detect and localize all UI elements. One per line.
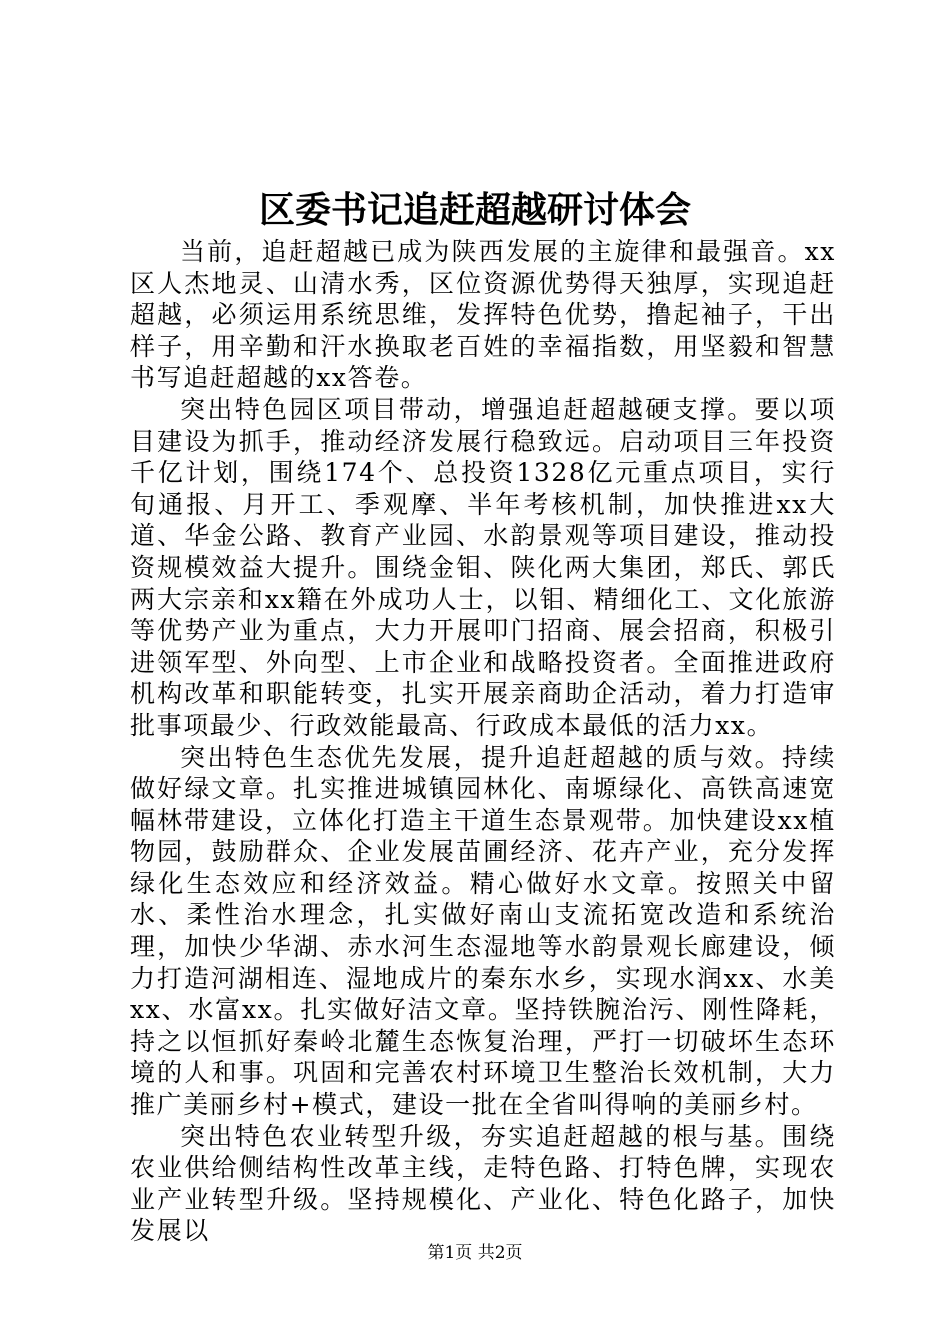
paragraph-agriculture: 突出特色农业转型升级，夯实追赶超越的根与基。围绕农业供给侧结构性改革主线，走特色路、打特色牌，实现农业产业转型升级。坚持规模化、产业化、特色化路子，加快发展以 (130, 1121, 836, 1246)
document-title: 区委书记追赶超越研讨体会 (258, 189, 691, 231)
paragraph-projects: 突出特色园区项目带动，增强追赶超越硬支撑。要以项目建设为抓手，推动经济发展行稳致远。启动项目三年投资千亿计划，围绕174个、总投资1328亿元重点项目，实行旬通报、月开工、季观摩、半年考核机制，加快推进xx大道、华金公路、教育产业园、水韵景观等项目建设，推动投资规模效益大提升。围绕金钼、陕化两大集团，郑氏、郭氏两大宗亲和xx籍在外成功人士，以钼、精细化工、文化旅游等优势产业为重点，大力开展叩门招商、展会招商，积极引进领军型、外向型、上市企业和战略投资者。全面推进政府机构改革和职能转变，扎实开展亲商助企活动，着力打造审批事项最少、行政效能最高、行政成本最低的活力xx。 (130, 394, 836, 740)
paragraph-intro: 当前，追赶超越已成为陕西发展的主旋律和最强音。xx区人杰地灵、山清水秀，区位资源优势得天独厚，实现追赶超越，必须运用系统思维，发挥特色优势，撸起袖子，干出样子，用辛勤和汗水换取老百姓的幸福指数，用坚毅和智慧书写追赶超越的xx答卷。 (130, 237, 836, 393)
document-body (130, 236, 836, 1247)
paragraph-ecology: 突出特色生态优先发展，提升追赶超越的质与效。持续做好绿文章。扎实推进城镇园林化、南塬绿化、高铁高速宽幅林带建设，立体化打造主干道生态景观带。加快建设xx植物园，鼓励群众、企业发展苗圃经济、花卉产业，充分发挥绿化生态效应和经济效益。精心做好水文章。按照关中留水、柔性治水理念，扎实做好南山支流拓宽改造和系统治理，加快少华湖、赤水河生态湿地等水韵景观长廊建设，倾力打造河湖相连、湿地成片的秦东水乡，实现水润xx、水美xx、水富xx。扎实做好洁文章。坚持铁腕治污、刚性降耗，持之以恒抓好秦岭北麓生态恢复治理，严打一切破坏生态环境的人和事。巩固和完善农村环境卫生整治长效机制，大力推广美丽乡村+模式，建设一批在全省叫得响的美丽乡村。 (130, 742, 836, 1120)
page-footer: 第1页 共2页 (427, 1243, 523, 1263)
